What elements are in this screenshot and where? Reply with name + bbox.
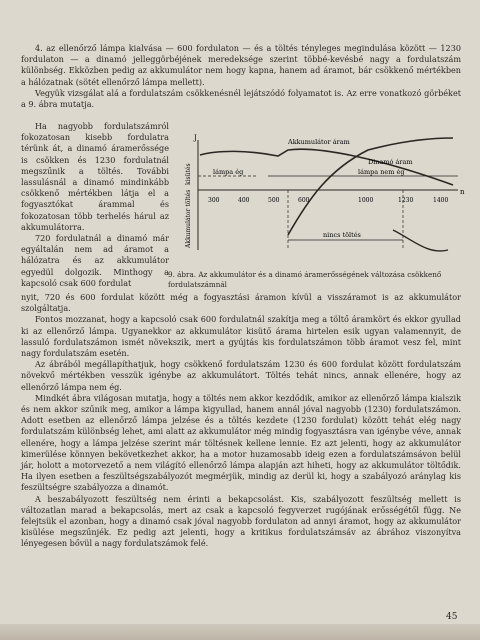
paragraph: Ha nagyobb fordulatszámról fokozatosan kisebb fordulatra térünk át, a dinamó áramerőssége is csökken és 1230 fordulatnál megszűnik a töltés. További lassulásnál a dinamó mindinkább csökkenő mértékben látja el a fogyasztókat árammal és fokozatosan több terhelés hárul az akkumulátorra. [21, 121, 169, 232]
paragraph: Az ábrából megállapíthatjuk, hogy csökkenő fordulatszám 1230 és 600 fordulat között fordulatszám növekvő mértékben vesszük igénybe az akkumulátort. Töltés tehát nincs, annak ellenére, hogy az ellenőrző lámpa nem ég. [21, 359, 461, 392]
curve-label-akku: Akkumulátor áram [288, 138, 350, 146]
tick-label: 400 [238, 197, 250, 204]
tick-label: 600 [298, 197, 310, 204]
paragraph: 4. az ellenőrző lámpa kialvása — 600 fordulaton — és a töltés tényleges megindulása között — 1230 fordulaton — a dinamó jelleggörbéjének meredeksége szerint többé-kevésbé nagy a fordulatszám különbség. Ekközben pedig az akkumulátor nem hogy kapna, hanem ad áramot, bár csökkenő mértékben a hálózatnak (sötét ellenőrző lámpa mellett). [21, 43, 461, 87]
page-number: 45 [446, 612, 458, 622]
curve-tail [393, 230, 448, 251]
paragraph: A beszabályozott feszültség nem érinti a bekapcsolást. Kis, szabályozott feszültség mellett is változatlan marad a bekapcsolás, mert az csak a kapcsoló fegyverzet rugójának erősségétől függ. Ne felejtsük el azonban, hogy a dinamó csak jóval nagyobb fordulaton ad annyi áramot, hogy az akkumulátor kisülése megszűnjék. Ez pedig azt jelenti, hogy a kritikus fordulatszámsáv az ábrához viszonyítva lényegesen bővül a nagy fordulatszámok felé. [21, 493, 461, 549]
band-label-lamp-nem-eg: lámpa nem ég [358, 168, 405, 176]
range-label: nincs töltés [323, 231, 361, 239]
tick-label: 1400 [433, 197, 449, 204]
y-label-lower: Akkumulátor töltés [185, 189, 192, 248]
tick-label: 1230 [398, 197, 414, 204]
text-block-left-column [21, 121, 169, 289]
text-block-bottom [21, 292, 461, 550]
paragraph: nyit, 720 és 600 fordulat között még a fogyasztási áramon kívül a visszáramot is az akkumulátor szolgáltatja. [21, 292, 461, 314]
axis-label-J: J [194, 134, 197, 142]
band-label-lamp-eg: lámpa ég [213, 168, 244, 176]
page-bottom-edge [0, 624, 480, 640]
tick-label: 1000 [358, 197, 374, 204]
paragraph: 720 fordulatnál a dinamó már egyáltalán nem ad áramot a hálózatra és az akkumulátor egyedül dolgozik. Minthogy a kapcsoló csak 600 fordulat [21, 233, 169, 288]
curve-dinamo [288, 138, 453, 235]
tick-label: 300 [208, 197, 220, 204]
figure-caption: 9. ábra. Az akkumulátor és a dinamó áramerősségének változása csökkenő fordulatszámnál [168, 270, 442, 289]
figure-9-chart [168, 130, 470, 270]
paragraph: Mindkét ábra világosan mutatja, hogy a töltés nem akkor kezdődik, amikor az ellenőrző lámpa kialszik és nem akkor szűnik meg, amikor a lámpa kigyullad, hanem annál jóval nagyobb (1230) fordulatszámon. Adott esetben az ellenőrző lámpa jelzése és a töltés kezdete (1230 fordulat) között tehát elég nagy fordulatszám különbség lehet, ami alatt az akkumulátor még mindig fogyasztásra van igénybe véve, annak ellenére, hogy a lámpa jelzése szerint már töltésnek kellene lennie. Ez azt jelenti, hogy az akkumulátor kimerülése könnyen bekövetkezhet akkor, ha a motor huzamosabb ideig ezen a fordulatszámsávon belül jár, holott a motorvezető a nem világító ellenőrző lámpa alapján azt hiheti, hogy az akkumulátor töltődik. Ha ilyen esetben a feszültségszabályozót megmérjük, mindig az derül ki, hogy a szabályozó aránylag kis feszültségre szabályozza a dinamót. [21, 392, 461, 493]
tick-label: 500 [268, 197, 280, 204]
figure-9 [168, 130, 470, 290]
curve-label-dinamo: Dinamó áram [368, 158, 413, 166]
text-block-top [21, 43, 461, 110]
axis-label-n: n [460, 188, 465, 196]
paragraph: Fontos mozzanat, hogy a kapcsoló csak 600 fordulatnál szakítja meg a töltő áramkört és ekkor gyullad ki az ellenőrző lámpa. Ugyanekkor az akkumulátor kisütő árama hirtelen esik ugyan valamennyit, de lassuló fordulatszámon ismét növekszik, mert a gyújtás kis fordulatszámon több áramot vesz fel, mint nagy fordulatszám esetén. [21, 314, 461, 359]
y-label-upper: kisütés [185, 163, 192, 185]
paragraph: Vegyük vizsgálat alá a fordulatszám csökkenésnél lejátszódó folyamatot is. Az erre vonatkozó görbéket a 9. ábra mutatja. [21, 87, 461, 110]
